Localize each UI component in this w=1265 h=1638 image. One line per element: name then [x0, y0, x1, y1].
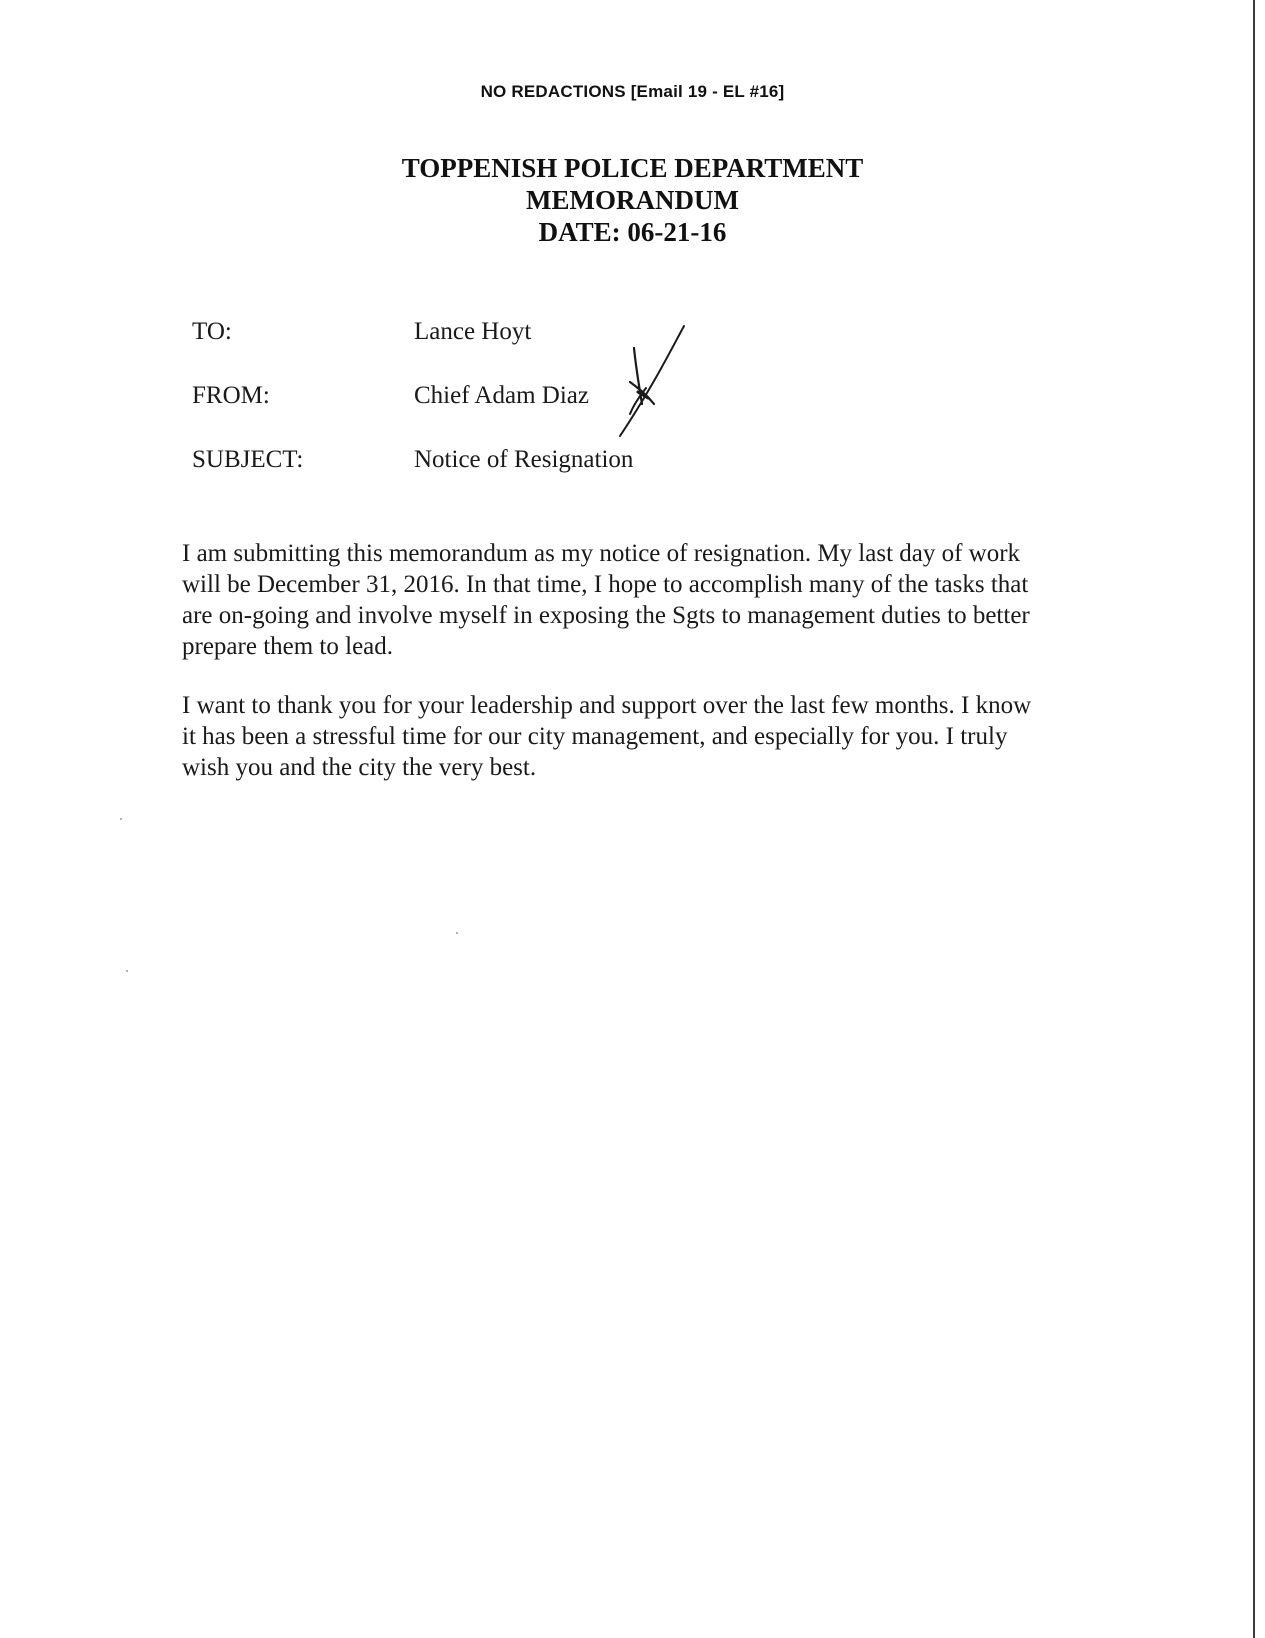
handwritten-initial-signature [612, 318, 722, 438]
redaction-stamp: NO REDACTIONS [Email 19 - EL #16] [480, 82, 785, 101]
body-paragraph-1: I am submitting this memorandum as my notice of resignation. My last day of work will be December 31, 2016. In that time, I hope to accomplish many of the tasks that are on-going and involve myself in exposing the Sgts to management duties to better prepare them to lead. [182, 540, 1030, 660]
scan-speck [456, 932, 458, 934]
to-label: TO: [192, 318, 232, 345]
memo-body [182, 538, 1042, 811]
memo-date: DATE: 06-21-16 [538, 217, 727, 247]
body-paragraph-2: I want to thank you for your leadership and support over the last few months. I know it has been a stressful time for our city management, and especially for you. I truly wish you and the city the very best. [182, 692, 1032, 781]
scan-speck [120, 818, 122, 820]
department-title: TOPPENISH POLICE DEPARTMENT [401, 153, 864, 183]
from-label: FROM: [192, 382, 270, 409]
memo-header [0, 152, 1265, 248]
subject-label: SUBJECT: [192, 446, 304, 473]
from-value: Chief Adam Diaz [414, 382, 589, 409]
memo-title: MEMORANDUM [526, 185, 739, 215]
scan-speck [126, 970, 128, 972]
to-value: Lance Hoyt [414, 318, 532, 345]
subject-value: Notice of Resignation [414, 446, 634, 473]
